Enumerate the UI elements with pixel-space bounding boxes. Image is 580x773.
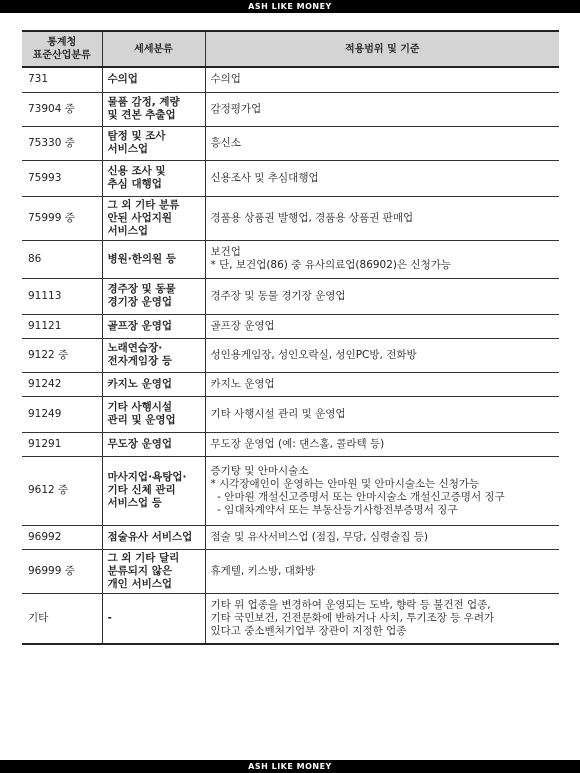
category-cell — [102, 196, 205, 240]
scope-cell — [205, 160, 559, 196]
header-category: 세세분류 — [102, 31, 205, 67]
category-line: 경기장 운영업 — [107, 296, 173, 308]
category-line: 전자게임장 등 — [107, 355, 173, 367]
industry-code: 731 — [22, 67, 102, 92]
category-line: 탐정 및 조사 — [107, 130, 166, 142]
scope-line: 점술 및 유사서비스업 (점집, 무당, 심령술집 등) — [210, 530, 428, 543]
header-code-line-2: 표준산업분류 — [32, 50, 91, 61]
scope-line: 증기탕 및 안마시술소 — [210, 464, 309, 477]
industry-code: 91113 — [22, 278, 102, 314]
table-row — [22, 314, 559, 338]
industry-code: 75999 중 — [22, 196, 102, 240]
category-cell — [102, 240, 205, 278]
industry-code: 91249 — [22, 396, 102, 432]
scope-cell — [205, 240, 559, 278]
category-cell — [102, 67, 205, 92]
category-line: 서비스업 — [107, 224, 149, 237]
scope-cell — [205, 456, 559, 525]
category-cell — [102, 456, 205, 525]
category-cell — [102, 314, 205, 338]
category-cell — [102, 525, 205, 549]
scope-cell — [205, 396, 559, 432]
scope-cell — [205, 372, 559, 396]
scope-cell — [205, 525, 559, 549]
category-line: 마사지업·욕탕업· — [107, 471, 187, 483]
category-cell — [102, 278, 205, 314]
industry-code: 9612 중 — [22, 456, 102, 525]
scope-line: * 단, 보건업(86) 중 유사의료업(86902)은 신청가능 — [210, 259, 452, 271]
bottom-banner: ASH LIKE MONEY — [0, 760, 580, 773]
industry-code: 9122 중 — [22, 338, 102, 372]
scope-line: 무도장 운영업 (예: 댄스홀, 콜라텍 등) — [210, 437, 385, 450]
category-line: 경주장 및 동물 — [107, 283, 176, 295]
industry-code: 91121 — [22, 314, 102, 338]
category-cell — [102, 92, 205, 126]
category-line: 무도장 운영업 — [107, 437, 173, 450]
table-row — [22, 196, 559, 240]
scope-line: 흥신소 — [210, 136, 241, 149]
category-cell — [102, 338, 205, 372]
category-line: 노래연습장· — [107, 342, 163, 354]
table-row — [22, 456, 559, 525]
category-line: 추심 대행업 — [107, 178, 162, 190]
table-body — [22, 67, 559, 644]
category-line: 기타 신체 관리 — [107, 484, 176, 496]
category-line: 서비스업 등 — [107, 497, 162, 509]
scope-line: - 안마원 개설신고증명서 또는 안마시술소 개설신고증명서 징구 — [210, 490, 505, 503]
scope-cell — [205, 314, 559, 338]
category-line: 및 견본 추출업 — [107, 109, 176, 121]
scope-line: 있다고 중소벤처기업부 장관이 지정한 업종 — [210, 624, 407, 637]
category-line: 카지노 운영업 — [107, 377, 173, 390]
category-cell — [102, 549, 205, 593]
table-row — [22, 338, 559, 372]
industry-code: 96999 중 — [22, 549, 102, 593]
scope-line: - 임대차계약서 또는 부동산등기사항전부증명서 징구 — [210, 503, 458, 516]
table-row — [22, 126, 559, 160]
restricted-industry-table — [22, 30, 559, 645]
category-line: 골프장 운영업 — [107, 319, 173, 332]
industry-code: 73904 중 — [22, 92, 102, 126]
industry-code: 91242 — [22, 372, 102, 396]
category-line: 그 외 기타 분류 — [107, 198, 180, 211]
scope-cell — [205, 338, 559, 372]
industry-code: 75330 중 — [22, 126, 102, 160]
industry-code: 91291 — [22, 432, 102, 456]
category-line: 물품 감정, 계량 — [107, 96, 180, 108]
category-cell — [102, 396, 205, 432]
category-line: 분류되지 않은 — [107, 564, 173, 577]
category-line: 병원·한의원 등 — [107, 252, 177, 265]
category-line: 개인 서비스업 — [107, 577, 173, 590]
category-cell — [102, 160, 205, 196]
table-row — [22, 67, 559, 92]
category-line: 점술유사 서비스업 — [107, 530, 193, 543]
category-line: 그 외 기타 달리 — [107, 551, 180, 564]
category-line: 신용 조사 및 — [107, 165, 166, 177]
scope-cell — [205, 67, 559, 92]
category-line: 안된 사업지원 — [107, 211, 173, 224]
scope-line: 기타 국민보건, 건전문화에 반하거나 사치, 투기조장 등 우려가 — [210, 611, 495, 624]
scope-line: 감정평가업 — [210, 102, 262, 115]
table-row — [22, 240, 559, 278]
category-line: 기타 사행시설 — [107, 401, 173, 413]
table-row — [22, 432, 559, 456]
table-row — [22, 92, 559, 126]
scope-cell — [205, 432, 559, 456]
scope-line: 신용조사 및 추심대행업 — [210, 171, 319, 184]
header-scope: 적용범위 및 기준 — [205, 31, 559, 67]
category-line: - — [107, 611, 112, 624]
scope-line: 성인용게임장, 성인오락실, 성인PC방, 전화방 — [210, 348, 417, 361]
table-header-row — [22, 31, 559, 67]
table-row — [22, 593, 559, 644]
table-row — [22, 160, 559, 196]
category-line: 서비스업 — [107, 143, 149, 155]
header-code-line-1: 통계청 — [47, 37, 77, 48]
scope-cell — [205, 593, 559, 644]
category-cell — [102, 593, 205, 644]
table-row — [22, 525, 559, 549]
scope-line: 기타 위 업종을 변경하여 운영되는 도박, 향락 등 불건전 업종, — [210, 598, 491, 611]
category-cell — [102, 432, 205, 456]
scope-line: 기타 사행시설 관리 및 운영업 — [210, 407, 346, 420]
category-cell — [102, 126, 205, 160]
scope-line: 경품용 상품권 발행업, 경품용 상품권 판매업 — [210, 211, 414, 224]
industry-code: 96992 — [22, 525, 102, 549]
industry-code: 기타 — [22, 593, 102, 644]
scope-cell — [205, 196, 559, 240]
category-line: 관리 및 운영업 — [107, 414, 176, 426]
table-row — [22, 278, 559, 314]
scope-cell — [205, 278, 559, 314]
table-row — [22, 549, 559, 593]
scope-cell — [205, 92, 559, 126]
category-line: 수의업 — [107, 73, 138, 86]
top-banner: ASH LIKE MONEY — [0, 0, 580, 13]
header-code — [22, 31, 102, 67]
industry-code: 75993 — [22, 160, 102, 196]
table-row — [22, 372, 559, 396]
scope-line: 경주장 및 동물 경기장 운영업 — [210, 289, 346, 302]
scope-cell — [205, 549, 559, 593]
scope-line: 골프장 운영업 — [210, 319, 275, 332]
scope-line: 카지노 운영업 — [210, 377, 275, 390]
industry-code: 86 — [22, 240, 102, 278]
category-cell — [102, 372, 205, 396]
scope-line: 휴게텔, 키스방, 대화방 — [210, 564, 316, 577]
scope-line: 수의업 — [210, 73, 241, 86]
scope-line: 보건업 — [210, 246, 241, 258]
scope-cell — [205, 126, 559, 160]
scope-line: * 시각장애인이 운영하는 안마원 및 안마시술소는 신청가능 — [210, 477, 480, 490]
table-row — [22, 396, 559, 432]
